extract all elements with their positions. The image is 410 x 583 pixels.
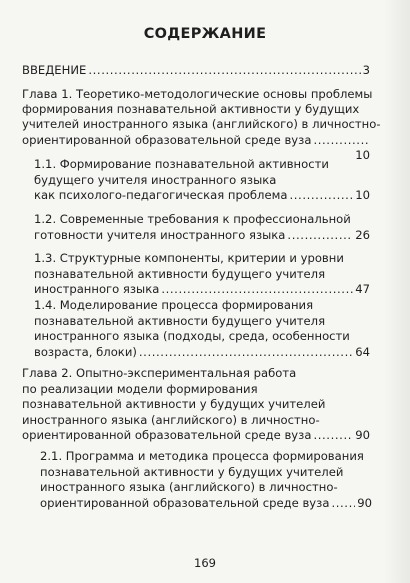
toc-entry-title: иностранного языка [34, 282, 160, 297]
toc-entry-last-line [22, 133, 370, 148]
toc-entry-line: познавательной активности будущего учителя [34, 266, 326, 281]
toc-leader-dots [289, 188, 353, 204]
toc-entry-line: 1.2. Современные требования к профессиональной [34, 212, 351, 226]
toc-page-number: 90 [355, 428, 370, 443]
toc-entry-line: познавательной активности будущего учителя [34, 313, 326, 328]
toc-entry-1-4 [34, 298, 370, 360]
toc-entry-title: готовности учителя иностранного языка [34, 227, 286, 242]
toc-leader-dots [313, 428, 353, 444]
toc-entry-line: будущего учителя иностранного языка [34, 172, 277, 187]
toc-page-number: 64 [355, 344, 370, 359]
toc-entry-title: ВВЕДЕНИЕ [22, 63, 87, 77]
page-gutter-shadow [384, 0, 410, 583]
toc-entry-line: учителей иностранного языка (английского) в личностно- [22, 117, 381, 132]
toc-page-number: 47 [355, 282, 370, 297]
toc-entry-1-1 [34, 157, 370, 204]
toc-leader-dots [331, 496, 355, 512]
toc-entry-line: 1.4. Моделирование процесса формирования [34, 298, 314, 312]
toc-entry-1-3 [34, 251, 370, 298]
toc-page-number: 10 [355, 147, 370, 162]
toc-entry-title: возраста, блоки) [34, 344, 137, 359]
toc-page-number: 90 [357, 495, 372, 510]
toc-entry-title: как психолого-педагогическая проблема [34, 188, 288, 203]
toc-entry-introduction [22, 63, 370, 79]
toc-entry-line: иностранного языка (подходы, среда, особенности [34, 329, 350, 344]
toc-entry-line: иностранного языка (английского) в личностно- [22, 412, 320, 427]
toc-page-number: 26 [355, 227, 370, 242]
toc-entry-line: формирования познавательной активности у будущих [22, 102, 360, 117]
toc-entry-last-line [34, 228, 370, 244]
toc-entry-line: иностранного языка (английского) в личностно- [40, 480, 338, 495]
toc-entry-line: Глава 1. Теоретико-методологические основы проблемы [22, 87, 373, 101]
toc-entry-line: Глава 2. Опытно-экспериментальная работа [22, 366, 297, 380]
toc-entry-chapter-1 [22, 87, 381, 163]
toc-entry-last-line [34, 282, 370, 298]
toc-entry-chapter-2 [22, 366, 370, 444]
toc-entry-line: познавательной активности у будущих учителей [22, 397, 326, 412]
toc-leader-dots [313, 133, 368, 148]
toc-page-number: 3 [362, 63, 370, 77]
toc-entry-2-1 [40, 449, 372, 511]
toc-entry-title: ориентированной образовательной среде вуза [22, 132, 312, 147]
toc-page-number: 10 [355, 188, 370, 203]
toc-entry-last-line [22, 428, 370, 444]
toc-entry-line: по реализации модели формирования [22, 381, 258, 396]
toc-entry-last-line [22, 63, 370, 79]
toc-entry-1-2 [34, 212, 370, 243]
toc-entry-line: 1.3. Структурные компоненты, критерии и уровни [34, 251, 344, 265]
page-number-footer: 169 [194, 556, 216, 570]
toc-leader-dots [88, 63, 360, 79]
toc-entry-title: ориентированной образовательной среде вуза [22, 428, 312, 443]
page-title: СОДЕРЖАНИЕ [143, 26, 267, 42]
toc-leader-dots [161, 282, 353, 298]
toc-entry-line: познавательной активности у будущих учителей [40, 464, 344, 479]
toc-entry-last-line [34, 345, 370, 361]
toc-leader-dots [139, 345, 353, 361]
toc-entry-last-line [34, 188, 370, 204]
toc-entry-last-line [40, 496, 372, 512]
toc-leader-dots [287, 228, 353, 244]
toc-entry-title: ориентированной образовательной среде вуза [40, 495, 330, 510]
toc-entry-line: 2.1. Программа и методика процесса формирования [40, 449, 364, 463]
toc-entry-line: 1.1. Формирование познавательной активности [34, 157, 329, 171]
